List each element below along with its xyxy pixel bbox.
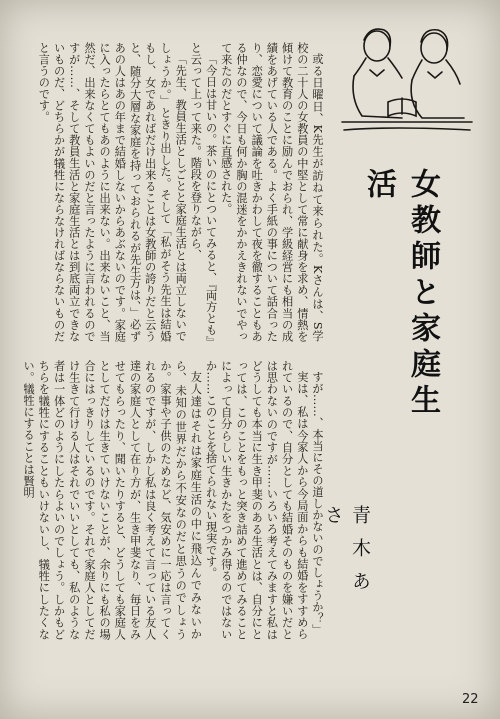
body-column-lower [22,360,325,640]
body-column-upper [37,42,325,342]
paragraph: 実は、私は今家人から今局面からも結婚をすすめられているので、自分としても結婚そのものを嫌いだとは思わないのですが……いろいろ考えてみますと私はどうしても本当に生き甲斐のある生活とは、自分にとっては、このことをもっと突き詰めて進めてみることによって自分らしい生きかたをつかみ得るのではないか……このことを捨てられない現実です。 [204,360,309,640]
article-author: 青木あさ [322,505,371,604]
two-women-sketch-icon [332,18,482,143]
paragraph: すが……、本当にその道しかないのでしょうか？」 [311,371,324,636]
paragraph: 「先生、教員生活としごとと家庭生活とは両立しないでしょうか。」ときり出した。そして「私がそう先生は結婚もし、女であればだけ出来ることは女教師の誇りだと云うと、随分大層な家庭を持っておられるが先生方は、」必ずあの人はあの年まで結婚しないからあぶないのです。家庭に入ったらとてもあのように出来ない。出来ないこと、当然だ、出来なくてもよいのだと言ったように言われるのですが……、そして教員生活と家庭生活とは到底両立できないものだ、どちらかが犠牲にならなければならないものだと言うのです。 [37,42,188,342]
paragraph: 友人達はそれは家庭生活の中に飛込んでみないから、未知の世界だから不安なのだと思うのでしょうか。家事や子供のためなど、気安めに一応は言ってくれるのですが、しかし私は良く考えて言っている友人達の家庭人として在り方が、生き甲斐なり、毎日をみせてもらったり、聞いたりすると、どうしても家庭人としてだけは生きていけないことが、余りにも私の場合にはっきりしているのです。それで家庭人としてだけ生きて行ける人はそれでいいとしても、私のような者は一体どのようにしたらよいのでしょう。しかもどちらを犠牲にすることもいけないし、犠牲にしたくない。犠牲にすることは賢明 [22,360,203,640]
paragraph: 或る日曜日、K先生が訪ねて来られた。Kさんは、S学校の二十人の女教員の中堅として常に献身を求め、情熱を傾けて教育のことに励んでおられ、学級経営にも相当の成績をあげている人である。よく手紙の事について話合ったり、恋愛について議論を吐きかわして夜を徹することもある仲なので、今日も何か胸の混迷をかかえきれないでやって来たのだとすぐに直感された。 [219,42,324,342]
article-title: 女教師と家庭生活 [361,168,440,420]
page-number: 22 [462,692,479,707]
paragraph: 「今日は甘いの。茶いのにとついてみると、『両方とも』と云って上って来た。階段を登りながら、 [189,42,218,342]
